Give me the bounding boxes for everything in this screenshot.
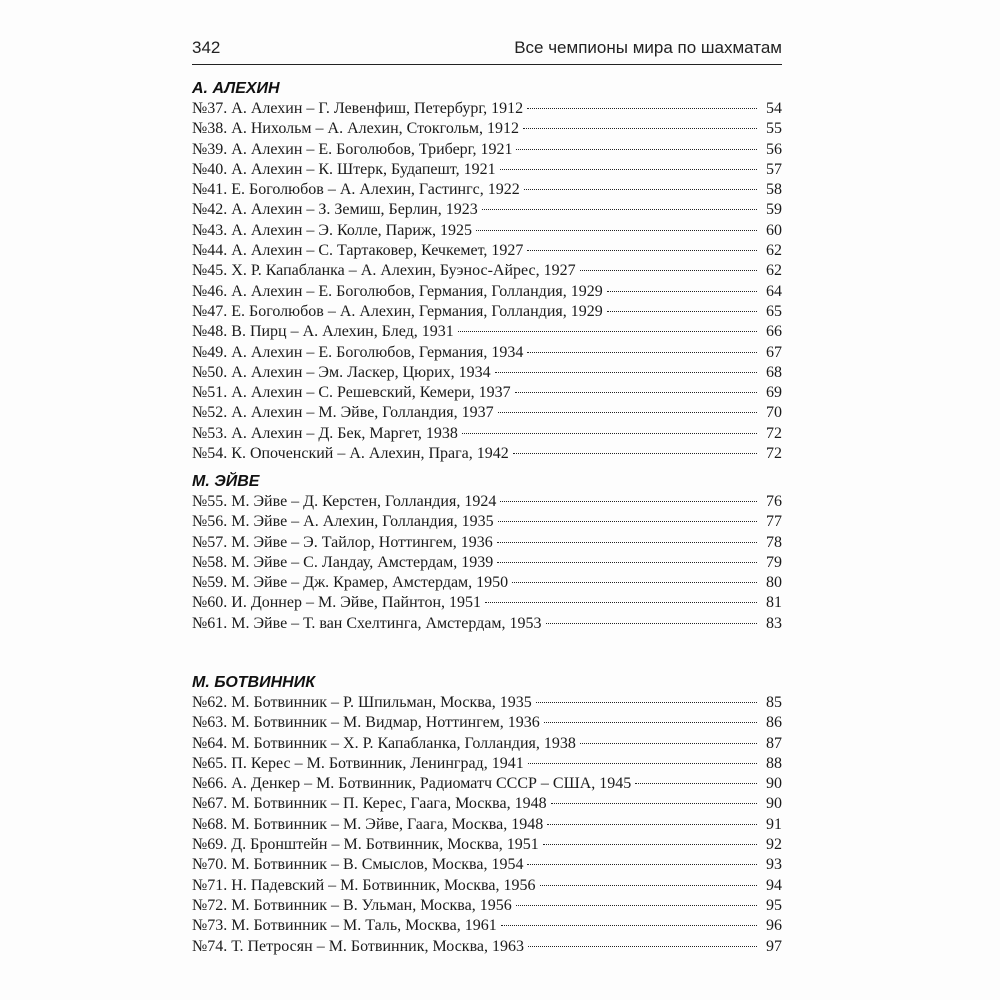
toc-entry-title: №47. Е. Боголюбов – А. Алехин, Германия, Голландия, 1929 [192, 302, 603, 320]
dot-leader [546, 623, 757, 624]
toc-entry [192, 614, 782, 634]
toc-entry [192, 119, 782, 139]
toc-entry [192, 282, 782, 302]
toc-entry [192, 180, 782, 200]
toc-entry [192, 734, 782, 754]
toc-entry-title: №43. А. Алехин – Э. Колле, Париж, 1925 [192, 221, 472, 239]
dot-leader [498, 412, 757, 413]
toc-entry [192, 221, 782, 241]
toc-entry-page: 93 [766, 856, 782, 874]
dot-leader [500, 501, 757, 502]
dot-leader [501, 925, 757, 926]
section-title: М. ЭЙВЕ [192, 473, 260, 490]
dot-leader [485, 602, 757, 603]
dot-leader [498, 521, 757, 522]
toc-entry-page: 78 [766, 533, 782, 551]
dot-leader [551, 803, 757, 804]
toc-entry-page: 65 [766, 302, 782, 320]
toc-entry-title: №49. А. Алехин – Е. Боголюбов, Германия, 1934 [192, 343, 524, 361]
toc-entry-title: №58. М. Эйве – С. Ландау, Амстердам, 1939 [192, 553, 494, 571]
toc-entry-title: №45. Х. Р. Капабланка – А. Алехин, Буэнос-Айрес, 1927 [192, 262, 576, 280]
toc-entry-page: 83 [766, 614, 782, 632]
toc-entry-list [192, 693, 782, 957]
toc-entry [192, 241, 782, 261]
toc-entry-title: №61. М. Эйве – Т. ван Схелтинга, Амстердам, 1953 [192, 614, 542, 632]
toc-entry [192, 343, 782, 363]
toc-entry [192, 937, 782, 957]
toc-entry-page: 60 [766, 221, 782, 239]
toc-entry-page: 96 [766, 917, 782, 935]
toc-entry-page: 59 [766, 201, 782, 219]
toc-entry [192, 553, 782, 573]
toc-entry-page: 66 [766, 323, 782, 341]
toc-entry [192, 424, 782, 444]
dot-leader [528, 946, 757, 947]
dot-leader [524, 189, 757, 190]
dot-leader [528, 763, 757, 764]
dot-leader [476, 230, 757, 231]
toc-entry [192, 160, 782, 180]
toc-entry [192, 512, 782, 532]
toc-entry [192, 403, 782, 423]
toc-entry-title: №71. Н. Падевский – М. Ботвинник, Москва, 1956 [192, 876, 536, 894]
toc-entry-title: №42. А. Алехин – З. Земиш, Берлин, 1923 [192, 201, 478, 219]
toc-entry [192, 593, 782, 613]
dot-leader [516, 149, 757, 150]
toc-entry-page: 92 [766, 836, 782, 854]
toc-entry [192, 855, 782, 875]
toc-entry-page: 95 [766, 896, 782, 914]
toc-entry-title: №59. М. Эйве – Дж. Крамер, Амстердам, 1950 [192, 574, 509, 592]
toc-entry-title: №55. М. Эйве – Д. Керстен, Голландия, 1924 [192, 493, 497, 510]
toc-entry [192, 876, 782, 896]
dot-leader [527, 864, 757, 865]
page-number: 342 [192, 38, 221, 57]
toc-entry-title: №50. А. Алехин – Эм. Ласкер, Цюрих, 1934 [192, 363, 491, 381]
section-botvinnik [192, 672, 782, 957]
toc-entry-title: №64. М. Ботвинник – Х. Р. Капабланка, Голландия, 1938 [192, 734, 576, 752]
toc-entry [192, 492, 782, 512]
toc-entry-page: 81 [766, 594, 782, 612]
toc-entry-title: №67. М. Ботвинник – П. Керес, Гаага, Москва, 1948 [192, 795, 547, 813]
toc-entry [192, 713, 782, 733]
toc-entry [192, 99, 782, 119]
toc-entry-page: 57 [766, 160, 782, 178]
toc-entry-title: №40. А. Алехин – К. Штерк, Будапешт, 1921 [192, 160, 496, 178]
dot-leader [513, 453, 757, 454]
toc-entry [192, 835, 782, 855]
dot-leader [495, 372, 757, 373]
toc-entry-title: №68. М. Ботвинник – М. Эйве, Гаага, Москва, 1948 [192, 815, 544, 833]
toc-entry-title: №38. А. Нихольм – А. Алехин, Стокгольм, 1912 [192, 120, 520, 138]
toc-entry-page: 55 [766, 120, 782, 138]
toc-entry-title: №46. А. Алехин – Е. Боголюбов, Германия, Голландия, 1929 [192, 282, 603, 300]
dot-leader [462, 433, 757, 434]
toc-entry-page: 97 [766, 937, 782, 955]
dot-leader [527, 108, 757, 109]
toc-entry-page: 94 [766, 876, 782, 894]
toc-entry-page: 76 [766, 493, 782, 510]
toc-entry [192, 815, 782, 835]
toc-entry-title: №37. А. Алехин – Г. Левенфиш, Петербург, 1912 [192, 100, 524, 117]
toc-entry [192, 754, 782, 774]
toc-entry-page: 79 [766, 553, 782, 571]
toc-entry [192, 896, 782, 916]
toc-entry-page: 72 [766, 445, 782, 463]
toc-entry-page: 90 [766, 775, 782, 793]
toc-entry-title: №51. А. Алехин – С. Решевский, Кемери, 1937 [192, 384, 511, 402]
toc-entry [192, 533, 782, 553]
toc-entry-page: 88 [766, 754, 782, 772]
dot-leader [500, 169, 757, 170]
dot-leader [515, 392, 757, 393]
toc-entry-page: 67 [766, 343, 782, 361]
toc-entry-title: №62. М. Ботвинник – Р. Шпильман, Москва, 1935 [192, 694, 532, 711]
section-title: М. БОТВИННИК [192, 674, 316, 691]
toc-entry-title: №53. А. Алехин – Д. Бек, Маргет, 1938 [192, 424, 458, 442]
dot-leader [527, 352, 757, 353]
dot-leader [580, 743, 757, 744]
running-title: Все чемпионы мира по шахматам [514, 38, 782, 57]
dot-leader [527, 250, 757, 251]
toc-entry-page: 72 [766, 424, 782, 442]
toc-entry [192, 261, 782, 281]
toc-entry-page: 64 [766, 282, 782, 300]
toc-entry-title: №74. Т. Петросян – М. Ботвинник, Москва, 1963 [192, 937, 525, 955]
toc-entry [192, 140, 782, 160]
toc-entry-page: 62 [766, 262, 782, 280]
section-alekhine [192, 78, 782, 464]
toc-entry-title: №56. М. Эйве – А. Алехин, Голландия, 1935 [192, 513, 494, 531]
toc-entry-page: 80 [766, 574, 782, 592]
dot-leader [458, 331, 757, 332]
toc-entry [192, 916, 782, 936]
toc-entry-title: №48. В. Пирц – А. Алехин, Блед, 1931 [192, 323, 454, 341]
toc-entry-list [192, 99, 782, 464]
toc-entry-page: 68 [766, 363, 782, 381]
toc-entry-title: №54. К. Опоченский – А. Алехин, Прага, 1942 [192, 445, 509, 463]
toc-entry-title: №73. М. Ботвинник – М. Таль, Москва, 1961 [192, 917, 497, 935]
toc-entry-page: 85 [766, 694, 782, 711]
toc-entry [192, 794, 782, 814]
toc-entry [192, 322, 782, 342]
toc-entry-title: №69. Д. Бронштейн – М. Ботвинник, Москва, 1951 [192, 836, 539, 854]
toc-entry [192, 573, 782, 593]
dot-leader [512, 582, 757, 583]
toc-entry-page: 90 [766, 795, 782, 813]
toc-entry-page: 70 [766, 404, 782, 422]
toc-entry-page: 87 [766, 734, 782, 752]
toc-entry-title: №44. А. Алехин – С. Тартаковер, Кечкемет, 1927 [192, 242, 524, 260]
toc-entry-title: №39. А. Алехин – Е. Боголюбов, Триберг, 1921 [192, 140, 513, 158]
toc-entry-title: №52. А. Алехин – М. Эйве, Голландия, 1937 [192, 404, 494, 422]
toc-entry [192, 302, 782, 322]
toc-entry-title: №60. И. Доннер – М. Эйве, Пайнтон, 1951 [192, 594, 481, 612]
dot-leader [635, 783, 757, 784]
toc-entry-title: №63. М. Ботвинник – М. Видмар, Ноттингем, 1936 [192, 714, 540, 732]
toc-entry-title: №72. М. Ботвинник – В. Ульман, Москва, 1956 [192, 896, 512, 914]
toc-entry [192, 383, 782, 403]
toc-entry-page: 77 [766, 513, 782, 531]
dot-leader [497, 562, 757, 563]
toc-entry [192, 774, 782, 794]
dot-leader [580, 270, 757, 271]
dot-leader [540, 885, 758, 886]
toc-entry-page: 86 [766, 714, 782, 732]
toc-entry-page: 91 [766, 815, 782, 833]
toc-entry-page: 58 [766, 181, 782, 199]
dot-leader [543, 844, 757, 845]
toc-entry-title: №57. М. Эйве – Э. Тайлор, Ноттингем, 1936 [192, 533, 493, 551]
dot-leader [536, 702, 757, 703]
toc-entry [192, 200, 782, 220]
dot-leader [547, 824, 757, 825]
toc-entry-page: 69 [766, 384, 782, 402]
dot-leader [482, 209, 757, 210]
toc-entry [192, 444, 782, 464]
page-header [192, 36, 782, 65]
dot-leader [497, 542, 757, 543]
toc-entry-title: №70. М. Ботвинник – В. Смыслов, Москва, 1954 [192, 856, 524, 874]
toc-entry-title: №66. А. Денкер – М. Ботвинник, Радиоматч СССР – США, 1945 [192, 775, 632, 793]
section-title: А. АЛЕХИН [192, 80, 280, 97]
dot-leader [523, 128, 757, 129]
section-euwe [192, 471, 782, 634]
dot-leader [516, 905, 757, 906]
dot-leader [607, 291, 757, 292]
toc-entry-page: 56 [766, 140, 782, 158]
toc-entry-page: 62 [766, 242, 782, 260]
toc-entry [192, 693, 782, 713]
dot-leader [607, 311, 757, 312]
toc-entry-title: №65. П. Керес – М. Ботвинник, Ленинград, 1941 [192, 754, 524, 772]
toc-entry-list [192, 492, 782, 634]
dot-leader [544, 722, 757, 723]
toc-entry [192, 363, 782, 383]
toc-entry-page: 54 [766, 100, 782, 117]
toc-entry-title: №41. Е. Боголюбов – А. Алехин, Гастингс, 1922 [192, 181, 520, 199]
